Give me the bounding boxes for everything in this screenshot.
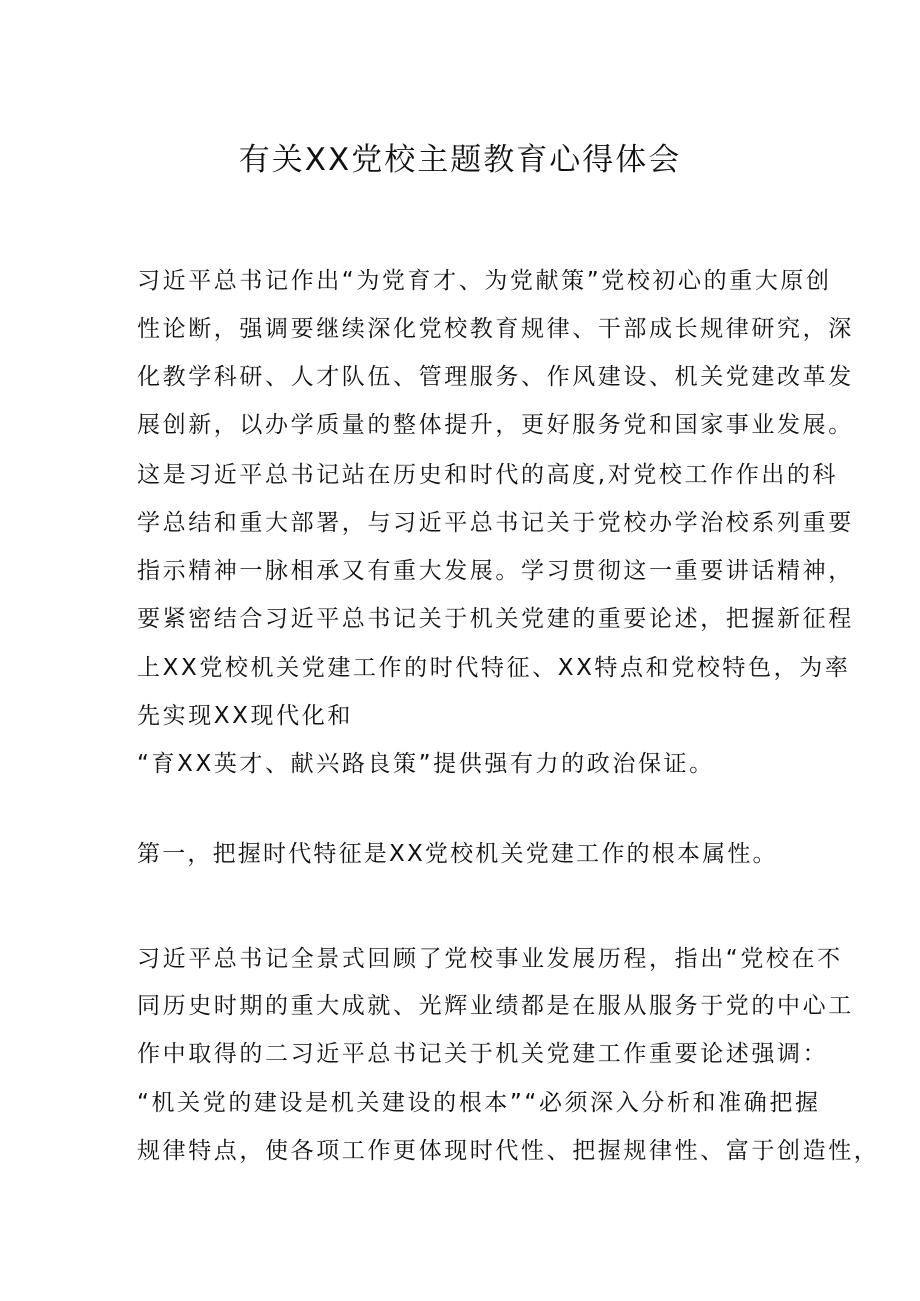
paragraph-1-line-7: 指示精神一脉相承又有重大发展。学习贯彻这一重要讲话精神， [137,558,854,584]
paragraph-3-line-1: 习近平总书记全景式回顾了党校事业发展历程，指出“党校在不 [137,946,843,972]
paragraph-1-line-3: 化教学科研、人才队伍、管理服务、作风建设、机关党建改革发 [137,364,854,390]
paragraph-3-line-5: 规律特点，使各项工作更体现时代性、把握规律性、富于创造性， [137,1138,880,1164]
section-heading-first: 第一，把握时代特征是XX党校机关党建工作的根本属性。 [137,841,778,867]
paragraph-1-line-6: 学总结和重大部署，与习近平总书记关于党校办学治校系列重要 [137,510,854,536]
paragraph-1-line-9: 上XX党校机关党建工作的时代特征、XX特点和党校特色，为率 [137,655,851,681]
paragraph-3-line-2: 同历史时期的重大成就、光辉业绩都是在服从服务于党的中心工 [137,993,854,1019]
paragraph-1-line-4: 展创新，以办学质量的整体提升，更好服务党和国家事业发展。 [137,412,854,438]
paragraph-1-line-5: 这是习近平总书记站在历史和时代的高度,对党校工作作出的科 [137,462,839,488]
document-title: 有关XX党校主题教育心得体会 [238,142,682,178]
paragraph-1-line-2: 性论断，强调要继续深化党校教育规律、干部成长规律研究，深 [137,316,854,342]
paragraph-1-line-11: “育XX英才、献兴路良策”提供强有力的政治保证。 [137,751,715,777]
paragraph-3-line-4: “机关党的建设是机关建设的根本”“必须深入分析和准确把握 [137,1090,821,1116]
paragraph-3-line-3: 作中取得的二习近平总书记关于机关党建工作重要论述强调： [137,1041,829,1067]
paragraph-1-line-1: 习近平总书记作出“为党育才、为党献策”党校初心的重大原创 [137,268,832,294]
paragraph-1-line-8: 要紧密结合习近平总书记关于机关党建的重要论述，把握新征程 [137,606,854,632]
paragraph-1-line-10: 先实现XX现代化和 [137,703,353,729]
